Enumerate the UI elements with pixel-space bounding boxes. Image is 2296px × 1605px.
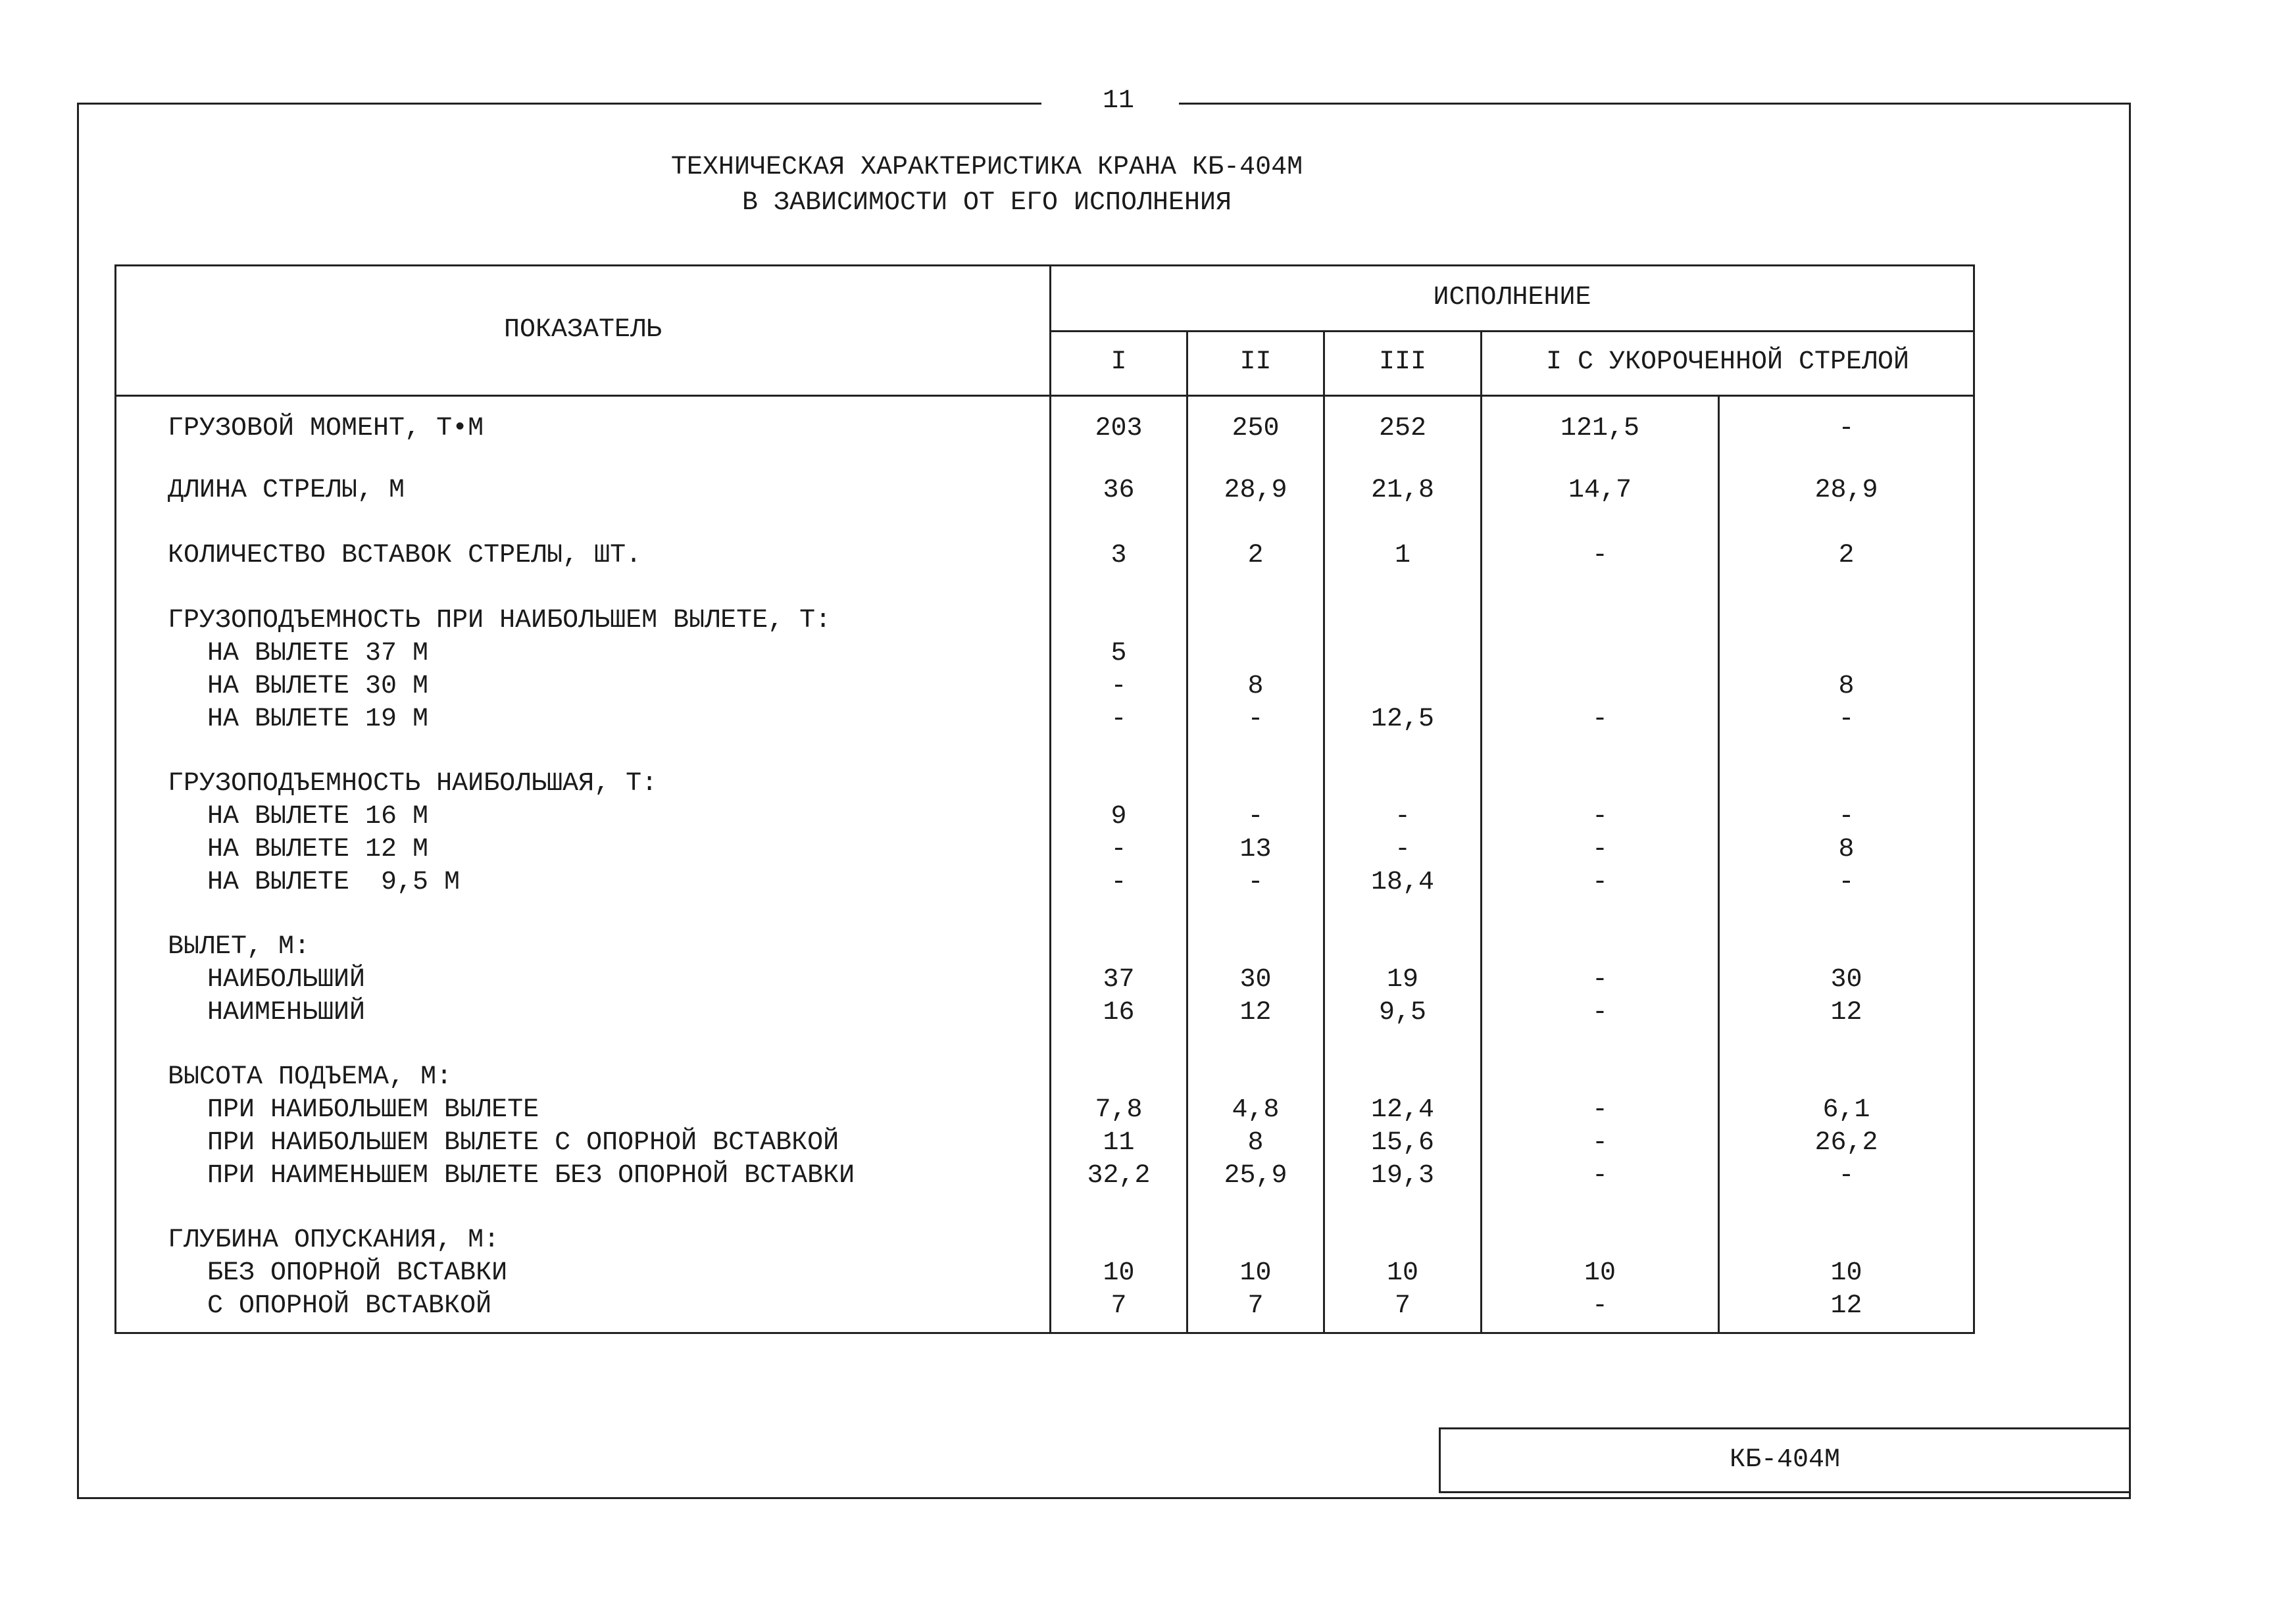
table-cell: 7: [1111, 1291, 1127, 1321]
table-cell: 15,6: [1370, 1128, 1434, 1158]
table-cell: 28,9: [1814, 476, 1878, 505]
table-cell: 10: [1103, 1258, 1135, 1288]
table-cell: 10: [1386, 1258, 1418, 1288]
title-block-label: КБ-404М: [1729, 1445, 1841, 1475]
table-cell: -: [1591, 1161, 1608, 1191]
table-cell: 9: [1111, 802, 1127, 831]
table-cell: 250: [1232, 414, 1280, 443]
frame-right: [2129, 103, 2131, 1497]
row-label: ГРУЗОПОДЪЕМНОСТЬ ПРИ НАИБОЛЬШЕМ ВЫЛЕТЕ, Т:: [168, 606, 832, 635]
table-cell: 7: [1247, 1291, 1264, 1321]
table-cell: 12,5: [1370, 704, 1434, 734]
row-sublabel: ПРИ НАИБОЛЬШЕМ ВЫЛЕТЕ: [207, 1095, 539, 1125]
table-cell: -: [1838, 414, 1855, 443]
table-cell: -: [1247, 868, 1264, 897]
table-cell: -: [1591, 802, 1608, 831]
frame-bottom: [77, 1497, 2131, 1499]
header-separator: [116, 395, 1973, 397]
table-cell: -: [1591, 1291, 1608, 1321]
table-cell: 37: [1103, 965, 1135, 995]
table-cell: 2: [1247, 541, 1264, 570]
table-cell: 18,4: [1370, 868, 1434, 897]
table-cell: 121,5: [1560, 414, 1640, 443]
table-cell: -: [1591, 704, 1608, 734]
row-sublabel: НА ВЫЛЕТЕ 37 М: [207, 639, 429, 668]
header-col-ii: II: [1239, 347, 1272, 377]
table-cell: 9,5: [1378, 998, 1426, 1027]
table-cell: 36: [1103, 476, 1135, 505]
table-cell: -: [1394, 802, 1410, 831]
table-cell: 11: [1103, 1128, 1135, 1158]
table-cell: -: [1591, 541, 1608, 570]
title-line-2: В ЗАВИСИМОСТИ ОТ ЕГО ИСПОЛНЕНИЯ: [741, 188, 1232, 218]
row-label: ГРУЗОВОЙ МОМЕНТ, Т•М: [168, 414, 484, 443]
title-line-1: ТЕХНИЧЕСКАЯ ХАРАКТЕРИСТИКА КРАНА КБ-404М: [670, 153, 1303, 182]
table-cell: 252: [1378, 414, 1426, 443]
table-cell: -: [1111, 704, 1127, 734]
row-sublabel: ПРИ НАИБОЛЬШЕМ ВЫЛЕТЕ С ОПОРНОЙ ВСТАВКОЙ: [207, 1128, 839, 1158]
table-cell: 21,8: [1370, 476, 1434, 505]
document-title: [395, 150, 1579, 221]
specifications-table: [114, 264, 1975, 1334]
table-cell: -: [1111, 672, 1127, 701]
table-cell: -: [1591, 835, 1608, 864]
header-indicator: ПОКАЗАТЕЛЬ: [503, 315, 662, 345]
row-sublabel: НА ВЫЛЕТЕ 16 М: [207, 802, 429, 831]
table-cell: 203: [1095, 414, 1143, 443]
row-sublabel: НА ВЫЛЕТЕ 19 М: [207, 704, 429, 734]
table-cell: 14,7: [1568, 476, 1632, 505]
table-cell: 7,8: [1095, 1095, 1143, 1125]
table-cell: -: [1247, 802, 1264, 831]
title-block: [1439, 1427, 2131, 1493]
table-cell: -: [1591, 1095, 1608, 1125]
table-cell: 2: [1838, 541, 1855, 570]
table-cell: 5: [1111, 639, 1127, 668]
header-col-iii: III: [1378, 347, 1426, 377]
table-cell: 10: [1239, 1258, 1272, 1288]
table-cell: 19: [1386, 965, 1418, 995]
frame-left: [77, 103, 79, 1497]
table-cell: -: [1591, 868, 1608, 897]
table-cell: -: [1838, 868, 1855, 897]
row-label: ДЛИНА СТРЕЛЫ, М: [168, 476, 405, 505]
table-cell: -: [1838, 704, 1855, 734]
table-cell: 8: [1247, 1128, 1264, 1158]
table-cell: 10: [1584, 1258, 1616, 1288]
table-cell: 32,2: [1087, 1161, 1151, 1191]
row-label: КОЛИЧЕСТВО ВСТАВОК СТРЕЛЫ, ШТ.: [168, 541, 642, 570]
table-cell: 4,8: [1232, 1095, 1280, 1125]
table-cell: -: [1591, 1128, 1608, 1158]
row-label: ВЫЛЕТ, М:: [168, 932, 311, 962]
table-cell: 12: [1239, 998, 1272, 1027]
table-cell: -: [1394, 835, 1410, 864]
row-sublabel: С ОПОРНОЙ ВСТАВКОЙ: [207, 1291, 492, 1321]
table-cell: 6,1: [1822, 1095, 1870, 1125]
table-cell: -: [1111, 835, 1127, 864]
table-cell: -: [1838, 1161, 1855, 1191]
table-cell: -: [1591, 998, 1608, 1027]
table-cell: 8: [1838, 672, 1855, 701]
frame-top-right: [1179, 103, 2131, 105]
table-cell: 12: [1830, 1291, 1862, 1321]
table-cell: 16: [1103, 998, 1135, 1027]
table-cell: 3: [1111, 541, 1127, 570]
header-execution: ИСПОЛНЕНИЕ: [1433, 283, 1591, 312]
page-number: 11: [1102, 86, 1134, 116]
table-cell: 8: [1838, 835, 1855, 864]
table-cell: 26,2: [1814, 1128, 1878, 1158]
table-cell: 12,4: [1370, 1095, 1434, 1125]
table-cell: 10: [1830, 1258, 1862, 1288]
table-cell: -: [1111, 868, 1127, 897]
table-cell: 12: [1830, 998, 1862, 1027]
header-col-i: I: [1111, 347, 1127, 377]
table-cell: -: [1838, 802, 1855, 831]
table-cell: 30: [1239, 965, 1272, 995]
table-cell: 13: [1239, 835, 1272, 864]
row-label: ГРУЗОПОДЪЕМНОСТЬ НАИБОЛЬШАЯ, Т:: [168, 769, 658, 799]
row-sublabel: НА ВЫЛЕТЕ 12 М: [207, 835, 429, 864]
row-sublabel: НА ВЫЛЕТЕ 30 М: [207, 672, 429, 701]
frame-top-left: [77, 103, 1041, 105]
table-cell: 25,9: [1224, 1161, 1287, 1191]
table-cell: 8: [1247, 672, 1264, 701]
table-cell: 7: [1394, 1291, 1410, 1321]
row-sublabel: НА ВЫЛЕТЕ 9,5 М: [207, 868, 461, 897]
row-sublabel: НАИМЕНЬШИЙ: [207, 998, 366, 1027]
row-label: ГЛУБИНА ОПУСКАНИЯ, М:: [168, 1225, 500, 1255]
row-sublabel: БЕЗ ОПОРНОЙ ВСТАВКИ: [207, 1258, 508, 1288]
table-cell: -: [1591, 965, 1608, 995]
table-cell: 19,3: [1370, 1161, 1434, 1191]
row-sublabel: ПРИ НАИМЕНЬШЕМ ВЫЛЕТЕ БЕЗ ОПОРНОЙ ВСТАВКИ: [207, 1161, 855, 1191]
row-sublabel: НАИБОЛЬШИЙ: [207, 965, 366, 995]
table-cell: 28,9: [1224, 476, 1287, 505]
table-cell: 1: [1394, 541, 1410, 570]
table-cell: 30: [1830, 965, 1862, 995]
row-label: ВЫСОТА ПОДЪЕМА, М:: [168, 1062, 453, 1092]
header-col-short-boom: I С УКОРОЧЕННОЙ СТРЕЛОЙ: [1545, 347, 1910, 377]
table-cell: -: [1247, 704, 1264, 734]
